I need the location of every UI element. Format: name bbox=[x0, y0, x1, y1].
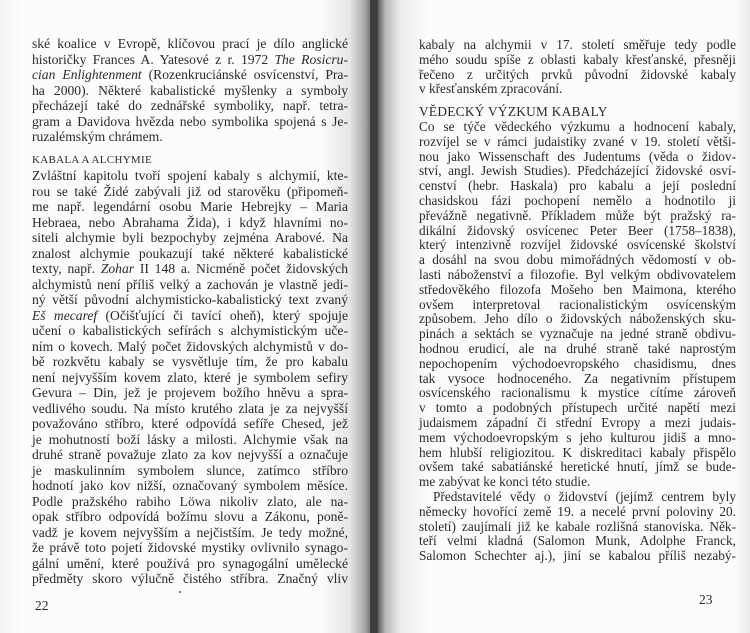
text-line: alchymistů není příliš velký a zachován je vlastně jedi- bbox=[32, 276, 348, 292]
text-line: nepochopením východoevropského chasidismu, dnes bbox=[419, 355, 736, 371]
text-line: že právě toto pojetí židovské mystiky ovlivnilo synago- bbox=[32, 540, 348, 555]
text-line: německy hovořící země 19. a necelé první poloviny 20. bbox=[419, 503, 736, 519]
text-line: bě rozkvětu kabaly se vysvětluje tím, že pro kabalu bbox=[32, 354, 348, 369]
text-line: způsobem. Jeho dílo o židovských náboženských sku- bbox=[419, 311, 736, 327]
text-line: Podle pražského rabiho Löwa nikoliv zlato, ale na- bbox=[32, 493, 348, 509]
text-line: historičky Frances A. Yatesové z r. 1972 The Rosicru- bbox=[32, 51, 348, 67]
text-line: vadž je kovem nejvyšším a nejčistším. Je tedy možné, bbox=[32, 524, 348, 540]
text-line: znalost alchymie poukazují také některé kabalistické bbox=[32, 245, 348, 261]
text-line: cian Enlightenment (Rozenkruciánské osvícenství, Pra- bbox=[32, 67, 348, 82]
text-line: ovšem také sabatiánské heretické hnutí, jímž se bude- bbox=[419, 459, 736, 475]
text-line: Zvláštní kapitolu tvoří spojení kabaly s alchymií, kte- bbox=[32, 168, 348, 183]
text-line: chasidskou fázi pochopení nemělo a hodnotilo ji bbox=[419, 192, 736, 208]
text-line: pinách a sektách se vyznačuje na jedné straně obdivu- bbox=[419, 326, 736, 342]
section-heading: VĚDECKÝ VÝZKUM KABALY bbox=[419, 104, 608, 120]
scan-speck bbox=[179, 591, 181, 593]
text-line: dikální židovský osvícenec Peter Beer (1758–1838), bbox=[419, 222, 736, 238]
text-line: považováno stříbro, které odpovídá sefíře Chesed, jež bbox=[32, 416, 348, 431]
text-line: přecházejí také do zednářské symboliky, např. tetra- bbox=[32, 98, 348, 113]
text-line: ství, angl. Jewish Studies). Předcházející židovské osví- bbox=[419, 163, 736, 179]
left-page-text bbox=[32, 36, 348, 587]
text-line: Hebraea, nebo Abrahama Žida), i když hlavními no- bbox=[32, 214, 348, 230]
text-line: v tomto a podobných přístupech určité napětí mezi bbox=[419, 400, 736, 416]
text-line: tak vysoce hodnoceného. Za negativním přístupem bbox=[419, 370, 736, 386]
text-line: me zabývat ke konci této studie. bbox=[419, 474, 591, 490]
text-line: Gevura – Din, jež je projevem božího hněvu a spra- bbox=[32, 385, 348, 400]
page-number-right: 23 bbox=[699, 592, 713, 607]
text-line: osvícenského racionalismu k mystice cítíme zároveň bbox=[419, 385, 736, 401]
text-line: ské koalice v Evropě, klíčovou prací je dílo anglické bbox=[32, 36, 348, 51]
text-line: ním o kovech. Malý počet židovských alchymistů v do- bbox=[32, 338, 348, 354]
text-line: učení o kabalistických sefírách s alchymistickým uče- bbox=[32, 323, 348, 338]
text-line: kabaly na alchymii v 17. století směřuje tedy podle bbox=[419, 37, 736, 52]
text-line: mého soudu spíše z oblasti kabaly křesťanské, přesněji bbox=[419, 51, 736, 67]
left-page bbox=[0, 0, 372, 633]
text-line: gram a Davidova hvězda nebo symbolika spojená s Je- bbox=[32, 113, 348, 129]
text-line: druhé straně považuje zlato za kov nejvyšší a označuje bbox=[32, 447, 348, 462]
text-line: hodnotí jako kov nižší, označovaný symbolem měsíce. bbox=[32, 478, 348, 493]
text-line: řečeno z určitých prvků původní židovské kabaly bbox=[419, 66, 736, 82]
italic-title: The Rosicru- bbox=[274, 51, 348, 67]
text-line: hem hlubší religiozitou. K diskreditaci kabaly přispělo bbox=[419, 444, 736, 460]
text-line: ovšem interpretoval racionalistickým osvícenským bbox=[419, 296, 736, 312]
text-line: texty, např. Zohar II 148 a. Nicméně počet židovských bbox=[32, 261, 349, 276]
text-line: cenství (hebr. Haskala) pro kabalu a její poslední bbox=[419, 178, 736, 194]
text-line: středověkého filozofa Mošeho ben Maimona, kterého bbox=[419, 281, 736, 297]
text-line: který intenzivně rozvíjel židovské osvícenské školství bbox=[419, 237, 736, 253]
text-line: je maskulinním symbolem slunce, zatímco stříbro bbox=[32, 462, 348, 478]
text-line: vedlivého soudu. Na místo krutého zlata je za nejvyšší bbox=[32, 400, 348, 416]
text-line: Salomon Schechter aj.), jiní se kabalou příliš nezabý- bbox=[419, 548, 736, 564]
text-line: mem východoevropským s jeho kulturou jidiš a mno- bbox=[419, 429, 736, 445]
text-line: Eš mecaref (Očišťující či tavící oheň), který spojuje bbox=[32, 307, 348, 323]
text-line: století) zaujímali již ke kabale rozlišná stanoviska. Něk- bbox=[419, 518, 736, 534]
text-line: a dosáhl na svou dobu mimořádných vědomostí v ob- bbox=[419, 252, 736, 268]
text-line: lasti náboženství a filozofie. Byl velkým obdivovatelem bbox=[419, 266, 736, 282]
right-page bbox=[378, 0, 750, 633]
text-line: předměty skoro výlučně čistého stříbra. Značný vliv bbox=[32, 571, 348, 586]
text-line: siteli alchymie byli bezpochyby zejména Arabové. Na bbox=[32, 230, 348, 245]
text-line: gální umění, které používá pro synagogální umělecké bbox=[32, 555, 348, 571]
page-number-left: 22 bbox=[35, 598, 49, 613]
section-heading: KABALA A ALCHYMIE bbox=[32, 153, 152, 166]
text-line: me např. legendární osobu Marie Hebrejky – Maria bbox=[32, 199, 348, 214]
text-line: opak stříbro odpovídá božímu slovu a Zákonu, poně- bbox=[32, 509, 348, 524]
text-line: judaismem západní či střední Evropy a mezi judais- bbox=[419, 414, 736, 430]
text-line: není nejvyšším kovem zlato, které je symbolem sefiry bbox=[32, 369, 348, 385]
text-line: ha 2000). Některé kabalistické myšlenky a symboly bbox=[32, 82, 348, 98]
text-line: ruzalémským chrámem. bbox=[32, 129, 163, 144]
italic-title: Eš mecaref bbox=[32, 307, 98, 323]
text-line: nou jako Wissenschaft des Judentums (věda o židov- bbox=[419, 148, 736, 164]
text-line: Představitelé vědy o židovství (jejímž centrem byly bbox=[433, 488, 736, 504]
text-line: ný větší původní alchymisticko-kabalistický text zvaný bbox=[32, 292, 348, 307]
section-gap bbox=[32, 145, 348, 153]
right-page-text bbox=[419, 38, 736, 564]
text-line: rozvíjel se v rámci judaistiky zvané v 19. století větši- bbox=[419, 133, 736, 149]
text-line: v křesťanském zpracování. bbox=[419, 81, 563, 97]
italic-title: cian Enlightenment bbox=[32, 67, 142, 82]
text-line: převážně negativně. Příkladem může být pražský ra- bbox=[419, 207, 736, 223]
italic-title: Zohar bbox=[100, 261, 135, 276]
text-line: teří velmi kladná (Salomon Munk, Adolphe Franck, bbox=[419, 533, 736, 549]
text-line: Co se týče vědeckého výzkumu a hodnocení kabaly, bbox=[419, 118, 736, 134]
text-line: hodnou erudicí, ale na druhé straně také naprostým bbox=[419, 340, 736, 356]
text-line: je mohutností boží lásky a milosti. Alchymie však na bbox=[32, 431, 348, 447]
text-line: rou se také Židé zabývali již od starověku (připomeň- bbox=[32, 183, 348, 199]
